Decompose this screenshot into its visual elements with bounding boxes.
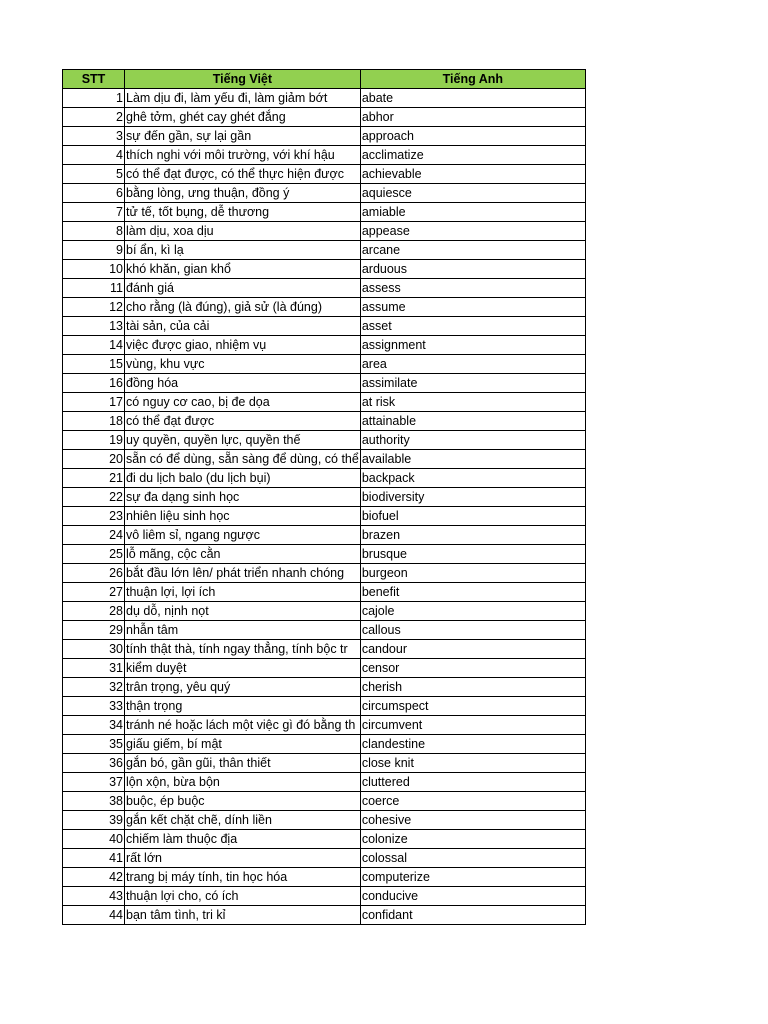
table-row [63, 621, 586, 640]
english-cell[interactable]: censor [360, 659, 585, 678]
vietnamese-cell[interactable]: có thể đạt được [125, 412, 361, 431]
english-cell[interactable]: achievable [360, 165, 585, 184]
row-number-cell[interactable]: 22 [63, 488, 125, 507]
row-number-cell[interactable]: 35 [63, 735, 125, 754]
row-number-cell[interactable]: 15 [63, 355, 125, 374]
table-row [63, 507, 586, 526]
table-row [63, 887, 586, 906]
english-cell[interactable]: burgeon [360, 564, 585, 583]
row-number-cell[interactable]: 17 [63, 393, 125, 412]
english-cell[interactable]: clandestine [360, 735, 585, 754]
vietnamese-cell[interactable]: thuận lợi cho, có ích [125, 887, 361, 906]
vietnamese-cell[interactable]: Làm dịu đi, làm yếu đi, làm giảm bớt [125, 89, 361, 108]
table-row [63, 298, 586, 317]
table-row [63, 906, 586, 925]
row-number-cell[interactable]: 31 [63, 659, 125, 678]
table-row [63, 89, 586, 108]
row-number-cell[interactable]: 25 [63, 545, 125, 564]
table-row [63, 830, 586, 849]
english-cell[interactable]: arduous [360, 260, 585, 279]
row-number-cell[interactable]: 36 [63, 754, 125, 773]
vietnamese-cell[interactable]: giấu giếm, bí mật [125, 735, 361, 754]
vietnamese-cell[interactable]: lộn xộn, bừa bộn [125, 773, 361, 792]
english-cell[interactable]: at risk [360, 393, 585, 412]
english-cell[interactable]: coerce [360, 792, 585, 811]
table-row [63, 146, 586, 165]
vietnamese-cell[interactable]: tài sản, của cải [125, 317, 361, 336]
row-number-cell[interactable]: 9 [63, 241, 125, 260]
english-cell[interactable]: cherish [360, 678, 585, 697]
vietnamese-cell[interactable]: uy quyền, quyền lực, quyền thế [125, 431, 361, 450]
row-number-cell[interactable]: 21 [63, 469, 125, 488]
header-row [63, 70, 586, 89]
vietnamese-cell[interactable]: khó khăn, gian khổ [125, 260, 361, 279]
row-number-cell[interactable]: 16 [63, 374, 125, 393]
english-cell[interactable]: assume [360, 298, 585, 317]
english-cell[interactable]: colossal [360, 849, 585, 868]
vietnamese-cell[interactable]: bí ẩn, kì lạ [125, 241, 361, 260]
row-number-cell[interactable]: 39 [63, 811, 125, 830]
row-number-cell[interactable]: 33 [63, 697, 125, 716]
table-row [63, 488, 586, 507]
english-cell[interactable]: attainable [360, 412, 585, 431]
header-english[interactable]: Tiếng Anh [360, 70, 585, 89]
row-number-cell[interactable]: 28 [63, 602, 125, 621]
row-number-cell[interactable]: 6 [63, 184, 125, 203]
table-row [63, 754, 586, 773]
table-row [63, 811, 586, 830]
vietnamese-cell[interactable]: thuận lợi, lợi ích [125, 583, 361, 602]
english-cell[interactable]: approach [360, 127, 585, 146]
table-row [63, 279, 586, 298]
row-number-cell[interactable]: 5 [63, 165, 125, 184]
vietnamese-cell[interactable]: vùng, khu vực [125, 355, 361, 374]
row-number-cell[interactable]: 40 [63, 830, 125, 849]
row-number-cell[interactable]: 24 [63, 526, 125, 545]
header-stt[interactable]: STT [63, 70, 125, 89]
row-number-cell[interactable]: 37 [63, 773, 125, 792]
english-cell[interactable]: confidant [360, 906, 585, 925]
english-cell[interactable]: abate [360, 89, 585, 108]
vietnamese-cell[interactable]: trang bị máy tính, tin học hóa [125, 868, 361, 887]
table-row [63, 773, 586, 792]
row-number-cell[interactable]: 3 [63, 127, 125, 146]
row-number-cell[interactable]: 8 [63, 222, 125, 241]
vietnamese-cell[interactable]: nhiên liệu sinh học [125, 507, 361, 526]
table-row [63, 659, 586, 678]
table-row [63, 735, 586, 754]
table-row [63, 374, 586, 393]
table-row [63, 564, 586, 583]
row-number-cell[interactable]: 14 [63, 336, 125, 355]
table-row [63, 792, 586, 811]
vietnamese-cell[interactable]: thích nghi với môi trường, với khí hậu [125, 146, 361, 165]
row-number-cell[interactable]: 11 [63, 279, 125, 298]
table-row [63, 108, 586, 127]
table-row [63, 602, 586, 621]
vietnamese-cell[interactable]: trân trọng, yêu quý [125, 678, 361, 697]
vietnamese-cell[interactable]: thận trọng [125, 697, 361, 716]
row-number-cell[interactable]: 42 [63, 868, 125, 887]
table-row [63, 678, 586, 697]
english-cell[interactable]: available [360, 450, 585, 469]
english-cell[interactable]: candour [360, 640, 585, 659]
vietnamese-cell[interactable]: tính thật thà, tính ngay thẳng, tính bộc tr [125, 640, 361, 659]
row-number-cell[interactable]: 2 [63, 108, 125, 127]
english-cell[interactable]: brusque [360, 545, 585, 564]
english-cell[interactable]: cluttered [360, 773, 585, 792]
english-cell[interactable]: assignment [360, 336, 585, 355]
english-cell[interactable]: assimilate [360, 374, 585, 393]
table-row [63, 640, 586, 659]
vietnamese-cell[interactable]: bằng lòng, ưng thuận, đồng ý [125, 184, 361, 203]
vietnamese-cell[interactable]: đi du lịch balo (du lịch bụi) [125, 469, 361, 488]
english-cell[interactable]: biodiversity [360, 488, 585, 507]
vietnamese-cell[interactable]: có nguy cơ cao, bị đe dọa [125, 393, 361, 412]
table-row [63, 526, 586, 545]
table-row [63, 203, 586, 222]
table-row [63, 716, 586, 735]
row-number-cell[interactable]: 4 [63, 146, 125, 165]
row-number-cell[interactable]: 30 [63, 640, 125, 659]
english-cell[interactable]: assess [360, 279, 585, 298]
english-cell[interactable]: aquiesce [360, 184, 585, 203]
english-cell[interactable]: benefit [360, 583, 585, 602]
vocabulary-table [62, 69, 586, 925]
header-vietnamese[interactable]: Tiếng Việt [125, 70, 361, 89]
row-number-cell[interactable]: 34 [63, 716, 125, 735]
vietnamese-cell[interactable]: đánh giá [125, 279, 361, 298]
row-number-cell[interactable]: 23 [63, 507, 125, 526]
vietnamese-cell[interactable]: gắn kết chặt chẽ, dính liền [125, 811, 361, 830]
vietnamese-cell[interactable]: tử tế, tốt bụng, dễ thương [125, 203, 361, 222]
row-number-cell[interactable]: 29 [63, 621, 125, 640]
row-number-cell[interactable]: 27 [63, 583, 125, 602]
row-number-cell[interactable]: 13 [63, 317, 125, 336]
english-cell[interactable]: callous [360, 621, 585, 640]
english-cell[interactable]: asset [360, 317, 585, 336]
row-number-cell[interactable]: 38 [63, 792, 125, 811]
row-number-cell[interactable]: 18 [63, 412, 125, 431]
table-row [63, 336, 586, 355]
row-number-cell[interactable]: 10 [63, 260, 125, 279]
vietnamese-cell[interactable]: cho rằng (là đúng), giả sử (là đúng) [125, 298, 361, 317]
vietnamese-cell[interactable]: buộc, ép buộc [125, 792, 361, 811]
table-row [63, 355, 586, 374]
english-cell[interactable]: authority [360, 431, 585, 450]
vietnamese-cell[interactable]: kiểm duyệt [125, 659, 361, 678]
vietnamese-cell[interactable]: dụ dỗ, nịnh nọt [125, 602, 361, 621]
table-row [63, 222, 586, 241]
english-cell[interactable]: cohesive [360, 811, 585, 830]
english-cell[interactable]: arcane [360, 241, 585, 260]
english-cell[interactable]: area [360, 355, 585, 374]
row-number-cell[interactable]: 43 [63, 887, 125, 906]
vietnamese-cell[interactable]: nhẫn tâm [125, 621, 361, 640]
row-number-cell[interactable]: 1 [63, 89, 125, 108]
row-number-cell[interactable]: 41 [63, 849, 125, 868]
table-row [63, 165, 586, 184]
vietnamese-cell[interactable]: bắt đầu lớn lên/ phát triển nhanh chóng [125, 564, 361, 583]
vietnamese-cell[interactable]: rất lớn [125, 849, 361, 868]
table-row [63, 697, 586, 716]
table-row [63, 545, 586, 564]
row-number-cell[interactable]: 19 [63, 431, 125, 450]
english-cell[interactable]: backpack [360, 469, 585, 488]
table-row [63, 431, 586, 450]
english-cell[interactable]: appease [360, 222, 585, 241]
row-number-cell[interactable]: 7 [63, 203, 125, 222]
vietnamese-cell[interactable]: có thể đạt được, có thể thực hiện được [125, 165, 361, 184]
english-cell[interactable]: acclimatize [360, 146, 585, 165]
row-number-cell[interactable]: 20 [63, 450, 125, 469]
table-row [63, 412, 586, 431]
table-row [63, 469, 586, 488]
vietnamese-cell[interactable]: vô liêm sỉ, ngang ngược [125, 526, 361, 545]
table-row [63, 260, 586, 279]
table-row [63, 393, 586, 412]
row-number-cell[interactable]: 32 [63, 678, 125, 697]
english-cell[interactable]: brazen [360, 526, 585, 545]
table-row [63, 868, 586, 887]
vietnamese-cell[interactable]: tránh né hoặc lách một việc gì đó bằng th [125, 716, 361, 735]
row-number-cell[interactable]: 44 [63, 906, 125, 925]
vietnamese-cell[interactable]: gắn bó, gần gũi, thân thiết [125, 754, 361, 773]
english-cell[interactable]: computerize [360, 868, 585, 887]
vietnamese-cell[interactable]: việc được giao, nhiệm vụ [125, 336, 361, 355]
english-cell[interactable]: abhor [360, 108, 585, 127]
table-row [63, 241, 586, 260]
table-row [63, 450, 586, 469]
table-row [63, 184, 586, 203]
vietnamese-cell[interactable]: bạn tâm tình, tri kỉ [125, 906, 361, 925]
vietnamese-cell[interactable]: sự đa dạng sinh học [125, 488, 361, 507]
english-cell[interactable]: biofuel [360, 507, 585, 526]
english-cell[interactable]: circumvent [360, 716, 585, 735]
vietnamese-cell[interactable]: chiếm làm thuộc địa [125, 830, 361, 849]
table-row [63, 317, 586, 336]
row-number-cell[interactable]: 12 [63, 298, 125, 317]
english-cell[interactable]: cajole [360, 602, 585, 621]
table-row [63, 583, 586, 602]
vietnamese-cell[interactable]: làm dịu, xoa dịu [125, 222, 361, 241]
vietnamese-cell[interactable]: sẵn có để dùng, sẵn sàng để dùng, có thể [125, 450, 361, 469]
vietnamese-cell[interactable]: ghê tởm, ghét cay ghét đắng [125, 108, 361, 127]
english-cell[interactable]: amiable [360, 203, 585, 222]
row-number-cell[interactable]: 26 [63, 564, 125, 583]
vietnamese-cell[interactable]: lỗ mãng, cộc cằn [125, 545, 361, 564]
english-cell[interactable]: close knit [360, 754, 585, 773]
english-cell[interactable]: circumspect [360, 697, 585, 716]
vietnamese-cell[interactable]: sự đến gần, sự lại gần [125, 127, 361, 146]
table-row [63, 849, 586, 868]
english-cell[interactable]: colonize [360, 830, 585, 849]
table-row [63, 127, 586, 146]
vietnamese-cell[interactable]: đồng hóa [125, 374, 361, 393]
english-cell[interactable]: conducive [360, 887, 585, 906]
